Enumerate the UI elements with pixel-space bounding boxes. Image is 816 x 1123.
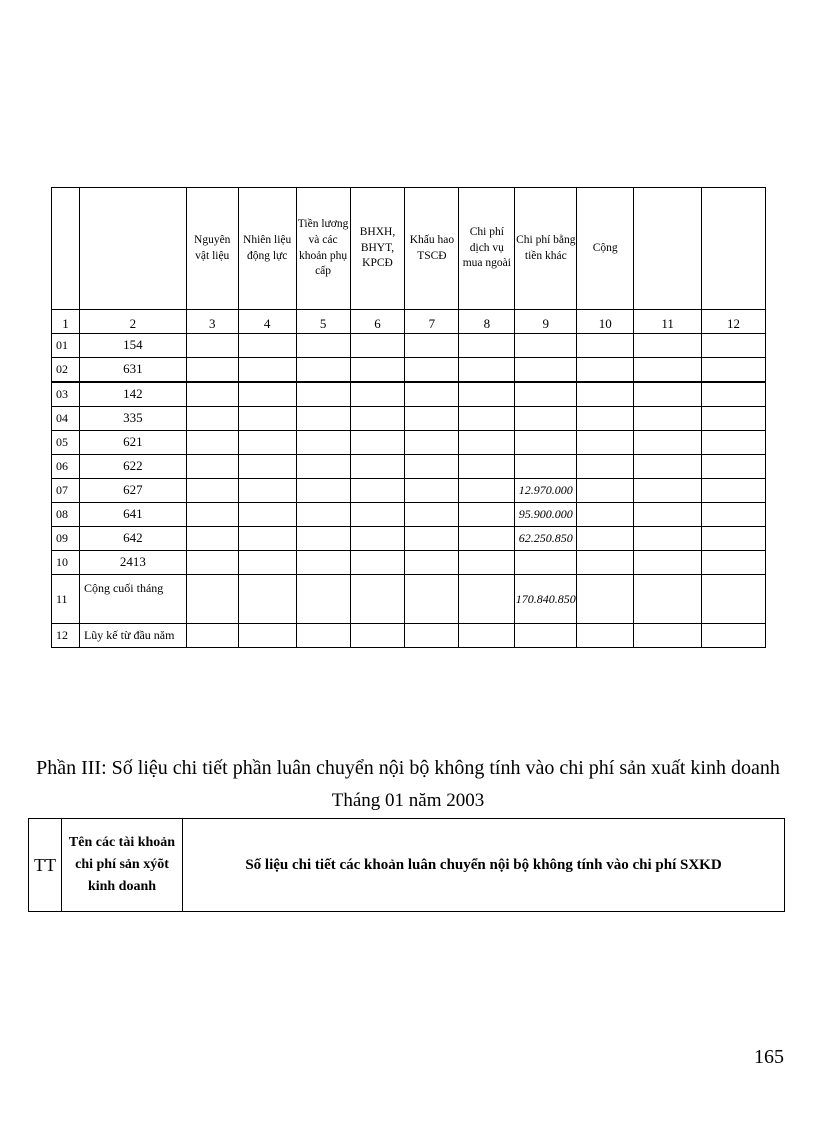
empty-cell	[296, 455, 350, 479]
table-row	[52, 551, 766, 575]
empty-cell	[350, 431, 405, 455]
empty-cell	[702, 624, 766, 648]
empty-cell	[577, 358, 634, 383]
empty-cell	[186, 503, 238, 527]
empty-cell	[577, 479, 634, 503]
amount-cell: 62.250.850	[515, 527, 577, 551]
empty-cell	[634, 431, 702, 455]
table-row	[52, 503, 766, 527]
amount-cell: 170.840.850	[515, 575, 577, 624]
empty-cell	[459, 527, 515, 551]
table-row	[52, 575, 766, 624]
empty-cell	[405, 455, 459, 479]
empty-cell	[186, 431, 238, 455]
section-subtitle: Tháng 01 năm 2003	[331, 790, 485, 811]
empty-cell	[186, 575, 238, 624]
empty-cell	[296, 503, 350, 527]
header-description: Số liệu chi tiết các khoản luân chuyển nội bộ không tính vào chi phí SXKD	[183, 819, 785, 912]
empty-cell	[634, 527, 702, 551]
header-cell: Nhiên liệu động lực	[238, 188, 296, 310]
row-number: 10	[52, 551, 80, 575]
account-cell: Lũy kế từ đầu năm	[79, 624, 186, 648]
amount-cell	[515, 334, 577, 358]
empty-cell	[186, 527, 238, 551]
header-cell: BHXH, BHYT, KPCĐ	[350, 188, 405, 310]
empty-cell	[702, 527, 766, 551]
row-number: 03	[52, 382, 80, 407]
table-row	[52, 527, 766, 551]
empty-cell	[296, 527, 350, 551]
header-account-name: Tên các tài khoản chi phí sản xýõt kinh doanh	[62, 819, 183, 912]
empty-cell	[634, 358, 702, 383]
account-cell: 627	[79, 479, 186, 503]
empty-cell	[405, 551, 459, 575]
column-number-row	[52, 310, 766, 334]
empty-cell	[186, 382, 238, 407]
empty-cell	[405, 503, 459, 527]
row-number: 06	[52, 455, 80, 479]
table-row	[52, 431, 766, 455]
amount-cell: 95.900.000	[515, 503, 577, 527]
empty-cell	[350, 624, 405, 648]
header-cell: Khấu hao TSCĐ	[405, 188, 459, 310]
row-number: 05	[52, 431, 80, 455]
empty-cell	[238, 455, 296, 479]
account-cell: Cộng cuối tháng	[79, 575, 186, 624]
column-number: 11	[634, 310, 702, 334]
empty-cell	[702, 455, 766, 479]
table-row	[52, 358, 766, 383]
empty-cell	[405, 575, 459, 624]
account-cell: 335	[79, 407, 186, 431]
amount-cell: 12.970.000	[515, 479, 577, 503]
empty-cell	[350, 575, 405, 624]
amount-cell	[515, 382, 577, 407]
empty-cell	[459, 551, 515, 575]
empty-cell	[702, 575, 766, 624]
empty-cell	[238, 334, 296, 358]
empty-cell	[350, 455, 405, 479]
empty-cell	[296, 358, 350, 383]
account-cell: 142	[79, 382, 186, 407]
account-cell: 622	[79, 455, 186, 479]
empty-cell	[186, 551, 238, 575]
empty-cell	[459, 455, 515, 479]
empty-cell	[296, 551, 350, 575]
empty-cell	[186, 455, 238, 479]
empty-cell	[459, 479, 515, 503]
account-cell: 621	[79, 431, 186, 455]
empty-cell	[577, 334, 634, 358]
empty-cell	[238, 358, 296, 383]
empty-cell	[296, 624, 350, 648]
empty-cell	[634, 382, 702, 407]
column-number: 4	[238, 310, 296, 334]
empty-cell	[634, 624, 702, 648]
empty-cell	[634, 407, 702, 431]
amount-cell	[515, 455, 577, 479]
amount-cell	[515, 624, 577, 648]
empty-cell	[634, 575, 702, 624]
empty-cell	[238, 551, 296, 575]
amount-cell	[515, 551, 577, 575]
empty-cell	[577, 527, 634, 551]
account-cell: 642	[79, 527, 186, 551]
empty-cell	[702, 551, 766, 575]
empty-cell	[405, 431, 459, 455]
header-cell: Chi phí dịch vụ mua ngoài	[459, 188, 515, 310]
empty-cell	[702, 334, 766, 358]
row-number: 02	[52, 358, 80, 383]
row-number: 12	[52, 624, 80, 648]
table-row	[52, 479, 766, 503]
empty-cell	[238, 575, 296, 624]
account-cell: 154	[79, 334, 186, 358]
table-row	[52, 624, 766, 648]
column-number: 1	[52, 310, 80, 334]
column-number: 5	[296, 310, 350, 334]
empty-cell	[186, 358, 238, 383]
empty-cell	[350, 358, 405, 383]
empty-cell	[577, 382, 634, 407]
empty-cell	[459, 358, 515, 383]
table-row	[52, 334, 766, 358]
row-number: 08	[52, 503, 80, 527]
row-number: 01	[52, 334, 80, 358]
amount-cell	[515, 358, 577, 383]
empty-cell	[577, 624, 634, 648]
column-number: 12	[702, 310, 766, 334]
page-number: 165	[754, 1046, 784, 1068]
empty-cell	[238, 407, 296, 431]
account-cell: 2413	[79, 551, 186, 575]
empty-cell	[405, 407, 459, 431]
empty-cell	[350, 382, 405, 407]
header-cell: Nguyên vật liệu	[186, 188, 238, 310]
empty-cell	[350, 334, 405, 358]
column-number: 6	[350, 310, 405, 334]
amount-cell	[515, 407, 577, 431]
empty-cell	[577, 455, 634, 479]
column-number: 3	[186, 310, 238, 334]
empty-cell	[296, 575, 350, 624]
empty-cell	[459, 334, 515, 358]
empty-cell	[238, 479, 296, 503]
header-cell: Cộng	[577, 188, 634, 310]
header-cell	[79, 188, 186, 310]
table-body	[52, 334, 766, 648]
column-number: 8	[459, 310, 515, 334]
header-cell	[702, 188, 766, 310]
header-tt: TT	[29, 819, 62, 912]
empty-cell	[634, 479, 702, 503]
empty-cell	[186, 479, 238, 503]
account-cell: 641	[79, 503, 186, 527]
empty-cell	[296, 407, 350, 431]
empty-cell	[405, 624, 459, 648]
empty-cell	[350, 551, 405, 575]
cost-table	[51, 187, 766, 648]
header-cell: Chi phí bằng tiền khác	[515, 188, 577, 310]
empty-cell	[238, 431, 296, 455]
empty-cell	[186, 334, 238, 358]
header-row	[52, 188, 766, 310]
empty-cell	[238, 382, 296, 407]
empty-cell	[459, 503, 515, 527]
empty-cell	[702, 479, 766, 503]
header-row	[29, 819, 785, 912]
empty-cell	[296, 431, 350, 455]
row-number: 11	[52, 575, 80, 624]
empty-cell	[350, 527, 405, 551]
empty-cell	[577, 431, 634, 455]
empty-cell	[405, 479, 459, 503]
table-row	[52, 455, 766, 479]
empty-cell	[634, 334, 702, 358]
empty-cell	[577, 407, 634, 431]
header-cell	[52, 188, 80, 310]
empty-cell	[350, 503, 405, 527]
empty-cell	[405, 334, 459, 358]
empty-cell	[702, 431, 766, 455]
empty-cell	[702, 407, 766, 431]
empty-cell	[405, 382, 459, 407]
empty-cell	[459, 431, 515, 455]
empty-cell	[634, 455, 702, 479]
table-row	[52, 407, 766, 431]
empty-cell	[634, 503, 702, 527]
empty-cell	[296, 334, 350, 358]
empty-cell	[405, 527, 459, 551]
empty-cell	[702, 382, 766, 407]
empty-cell	[459, 407, 515, 431]
empty-cell	[702, 503, 766, 527]
header-cell	[634, 188, 702, 310]
empty-cell	[702, 358, 766, 383]
row-number: 04	[52, 407, 80, 431]
empty-cell	[238, 503, 296, 527]
empty-cell	[296, 479, 350, 503]
empty-cell	[577, 551, 634, 575]
header-cell: Tiền lương và các khoản phụ cấp	[296, 188, 350, 310]
empty-cell	[350, 479, 405, 503]
empty-cell	[577, 575, 634, 624]
empty-cell	[459, 575, 515, 624]
empty-cell	[459, 382, 515, 407]
account-cell: 631	[79, 358, 186, 383]
empty-cell	[634, 551, 702, 575]
amount-cell	[515, 431, 577, 455]
empty-cell	[238, 624, 296, 648]
empty-cell	[186, 624, 238, 648]
row-number: 07	[52, 479, 80, 503]
internal-transfer-table	[28, 818, 785, 912]
empty-cell	[296, 382, 350, 407]
row-number: 09	[52, 527, 80, 551]
empty-cell	[577, 503, 634, 527]
section-title: Phần III: Số liệu chi tiết phần luân chuyển nội bộ không tính vào chi phí sản xuất kinh doanh	[36, 757, 780, 779]
empty-cell	[459, 624, 515, 648]
table-row	[52, 382, 766, 407]
empty-cell	[350, 407, 405, 431]
empty-cell	[405, 358, 459, 383]
column-number: 9	[515, 310, 577, 334]
empty-cell	[238, 527, 296, 551]
column-number: 7	[405, 310, 459, 334]
empty-cell	[186, 407, 238, 431]
column-number: 10	[577, 310, 634, 334]
column-number: 2	[79, 310, 186, 334]
